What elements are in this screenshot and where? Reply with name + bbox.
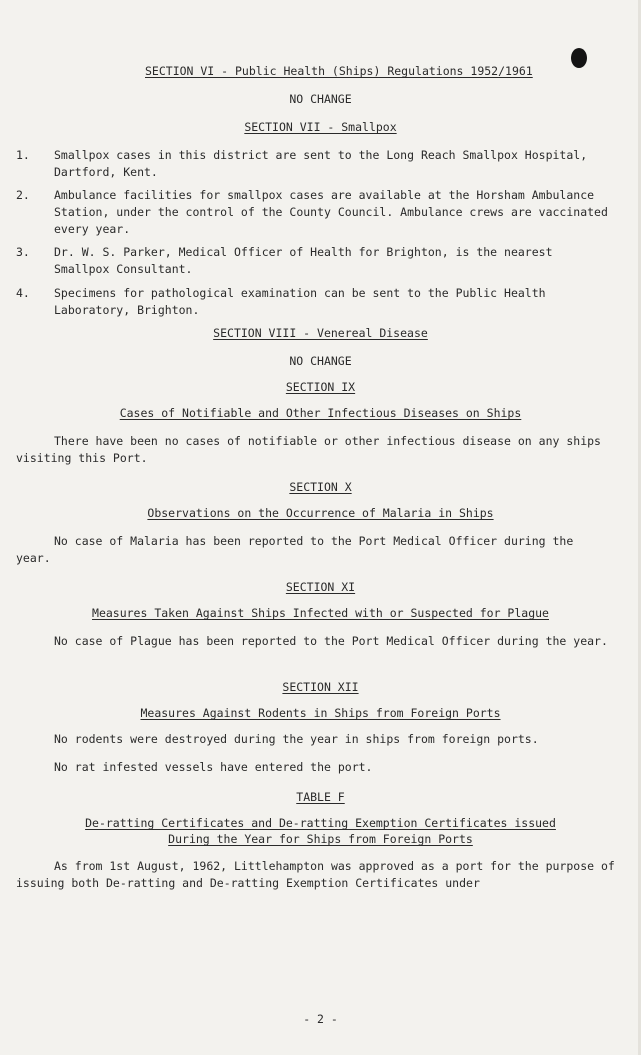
section-xii-heading: SECTION XII <box>282 680 359 694</box>
table-f-subheading-1: De-ratting Certificates and De-ratting Exemption Certificates issued <box>85 816 556 830</box>
item-1-number: 1. <box>16 148 30 162</box>
item-1-text: Smallpox cases in this district are sent to the Long Reach Smallpox Hospital, Dartford, Kent. <box>54 148 595 179</box>
section-x-heading: SECTION X <box>289 480 352 494</box>
page-number: - 2 - <box>303 1012 338 1026</box>
item-4-text: Specimens for pathological examination can be sent to the Public Health Laboratory, Brighton. <box>54 286 553 317</box>
section-vii-heading: SECTION VII - Smallpox <box>244 120 397 134</box>
section-viii-heading: SECTION VIII - Venereal Disease <box>213 326 428 340</box>
section-xi-subheading: Measures Taken Against Ships Infected with or Suspected for Plague <box>92 606 549 620</box>
section-vi-title: SECTION VI - Public Health (Ships) Regulations 1952/1961 <box>145 64 533 78</box>
punch-hole-mark <box>571 48 587 68</box>
item-4-number: 4. <box>16 286 30 300</box>
item-3-text: Dr. W. S. Parker, Medical Officer of Health for Brighton, is the nearest Smallpox Consultant. <box>54 245 560 276</box>
section-x-subheading: Observations on the Occurrence of Malaria in Ships <box>147 506 494 520</box>
section-ix-text: There have been no cases of notifiable or other infectious disease on any ships visiting this Port. <box>16 434 608 465</box>
section-vi-change: NO CHANGE <box>289 92 352 106</box>
table-f-text: As from 1st August, 1962, Littlehampton was approved as a port for the purpose of issuing both De-ratting and De-ratting Exemption Certificates under <box>16 859 622 890</box>
section-xi-text: No case of Plague has been reported to the Port Medical Officer during the year. <box>54 634 608 648</box>
section-xii-text-2: No rat infested vessels have entered the port. <box>54 760 373 774</box>
table-f-subheading-2: During the Year for Ships from Foreign Ports <box>168 832 473 846</box>
item-2-text: Ambulance facilities for smallpox cases are available at the Horsham Ambulance Station, under the control of the County Council. Ambulance crews are vaccinated every year. <box>54 188 615 236</box>
section-viii-change: NO CHANGE <box>289 354 352 368</box>
section-x-text: No case of Malaria has been reported to the Port Medical Officer during the year. <box>16 534 581 565</box>
section-xii-subheading: Measures Against Rodents in Ships from Foreign Ports <box>140 706 501 720</box>
section-ix-subheading: Cases of Notifiable and Other Infectious Diseases on Ships <box>119 406 522 420</box>
section-ix-heading: SECTION IX <box>285 380 356 394</box>
section-xii-text-1: No rodents were destroyed during the year in ships from foreign ports. <box>54 732 539 746</box>
table-f-heading: TABLE F <box>296 790 345 804</box>
item-2-number: 2. <box>16 188 30 202</box>
section-xi-heading: SECTION XI <box>285 580 356 594</box>
item-3-number: 3. <box>16 245 30 259</box>
